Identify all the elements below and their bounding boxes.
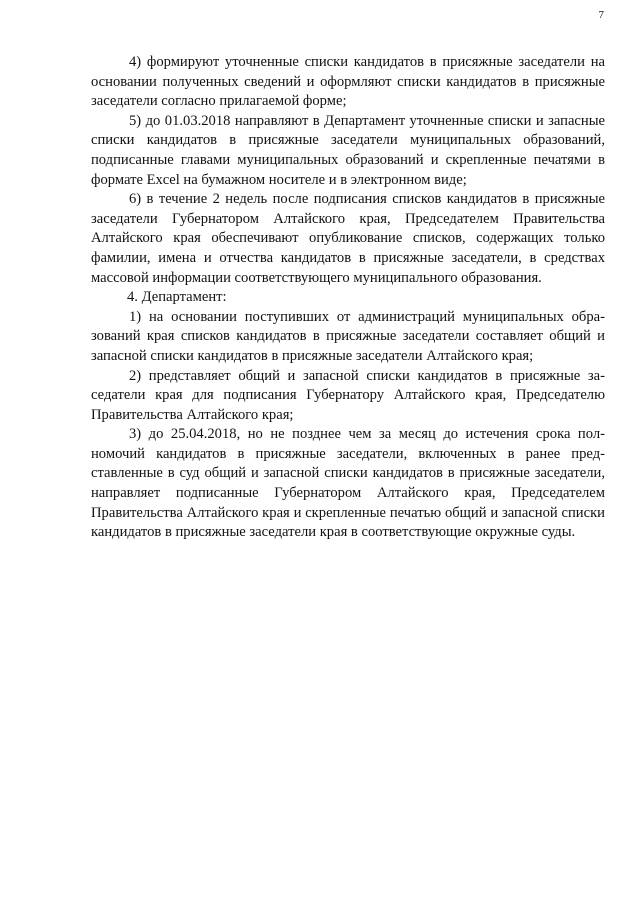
paragraph-item-4-form-lists: 4) формируют уточненные списки кандидатов в присяжные заседатели на основании полученных сведений и оформляют списки кандидатов в присяжные заседатели согласно прилагаемой форме; bbox=[91, 54, 605, 110]
section-heading-department: 4. Департамент: bbox=[127, 289, 227, 306]
page-number: 7 bbox=[598, 9, 604, 21]
document-body bbox=[91, 53, 605, 543]
paragraph-item-6-publish-lists: 6) в течение 2 недель после подписания списков кандидатов в присяжные заседатели Губернатором Алтайского края, Председателем Правительства Алтайского края обеспечивают опубликование списков, содержащих только фамилии, имена и отчества кандидатов в присяжные заседатели, в средствах массовой информации соответствующего муниципального образования. bbox=[91, 191, 605, 286]
paragraph-dept-item-2: 2) представляет общий и запасной списки кандидатов в присяжные заседатели края для подписания Губернатору Алтайского края, Председателю Правительства Алтайского края; bbox=[91, 367, 605, 423]
paragraph-item-5-send-lists: 5) до 01.03.2018 направляют в Департамент уточненные списки и запасные списки кандидатов в присяжные заседатели муниципальных образований, подписанные главами муниципальных образований и скрепленные печатями в формате Excel на бумажном носителе и в электронном виде; bbox=[91, 112, 605, 188]
paragraph-dept-item-3: 3) до 25.04.2018, но не позднее чем за месяц до истечения срока полномочий кандидатов в присяжные заседатели, включенных в ранее представленные в суд общий и запасной списки кандидатов в присяжные заседатели, направляет подписанные Губернатором Алтайского края, Председателем Правительства Алтайского края и скрепленные печатью общий и запасной списки кандидатов в присяжные заседатели края в соответствующие окружные суды. bbox=[91, 426, 605, 541]
paragraph-dept-item-1: 1) на основании поступивших от администраций муниципальных образований края списков кандидатов в присяжные заседатели составляет общий и запасной списки кандидатов в присяжные заседатели Алтайского края; bbox=[91, 308, 605, 364]
